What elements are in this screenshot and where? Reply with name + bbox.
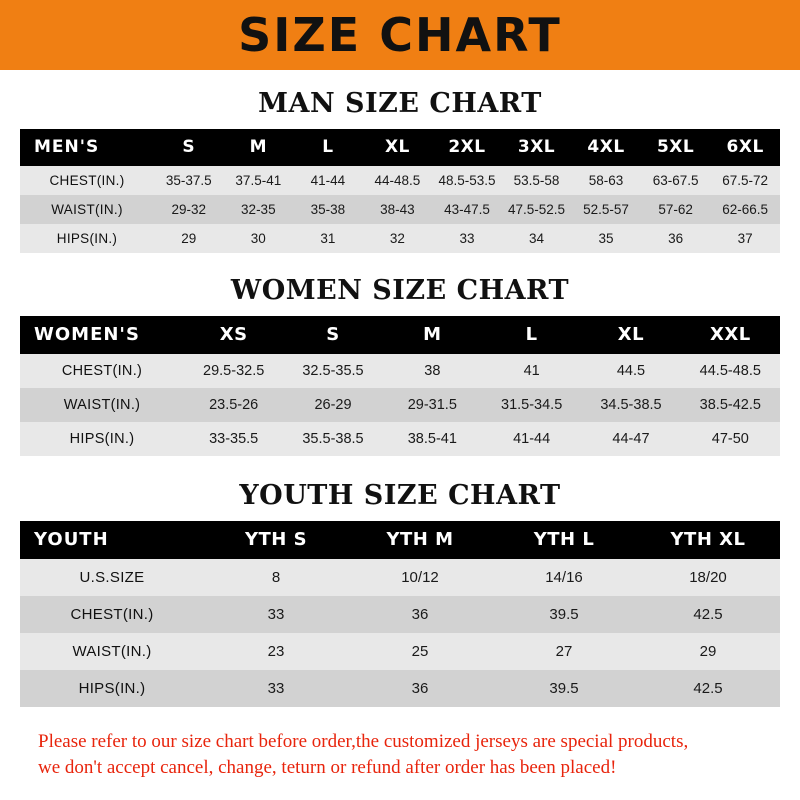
- cell: 8: [271, 569, 281, 586]
- cell: 36: [411, 680, 429, 697]
- page-banner: [0, 0, 800, 70]
- cell: 42.5: [693, 606, 723, 623]
- column-header-m: M: [249, 137, 268, 157]
- cell: 29: [699, 643, 717, 660]
- cell: 35.5-38.5: [302, 431, 364, 447]
- table-row: [20, 166, 780, 195]
- notice-line-2: we don't accept cancel, change, teturn or refund after order has been placed!: [38, 756, 617, 778]
- table-header-row: [20, 316, 780, 354]
- column-header-s: S: [326, 324, 340, 345]
- table-row: [20, 633, 780, 670]
- cell: 31.5-34.5: [501, 397, 563, 413]
- column-header-2xl: 2XL: [448, 137, 486, 157]
- row-label: HIPS(IN.): [78, 680, 146, 697]
- column-header-5xl: 5XL: [656, 137, 695, 157]
- women-section-title: WOMEN SIZE CHART: [230, 275, 570, 306]
- cell: 35-38: [310, 202, 346, 217]
- cell: 38: [424, 363, 441, 379]
- column-header-yth-s: YTH S: [244, 529, 308, 550]
- column-header-label: YOUTH: [34, 529, 109, 550]
- column-header-label: MEN'S: [34, 137, 100, 157]
- cell: 31: [320, 231, 336, 246]
- cell: 63-67.5: [652, 173, 699, 188]
- column-header-4xl: 4XL: [587, 137, 625, 157]
- column-header-label: WOMEN'S: [34, 324, 140, 345]
- cell: 62-66.5: [722, 202, 769, 217]
- cell: 29-32: [171, 202, 207, 217]
- column-header-yth-l: YTH L: [533, 529, 595, 550]
- man-size-table: [20, 129, 780, 253]
- youth-section-title: YOUTH SIZE CHART: [239, 480, 561, 511]
- cell: 33: [459, 231, 475, 246]
- row-label: WAIST(IN.): [63, 397, 141, 413]
- cell: 47.5-52.5: [507, 202, 566, 217]
- column-header-3xl: 3XL: [517, 137, 556, 157]
- row-label: CHEST(IN.): [70, 606, 154, 623]
- cell: 26-29: [314, 397, 352, 413]
- cell: 57-62: [658, 202, 693, 217]
- cell: 44-48.5: [374, 173, 421, 188]
- column-header-xxl: XXL: [709, 324, 751, 345]
- cell: 29.5-32.5: [203, 363, 265, 379]
- cell: 36: [668, 231, 684, 246]
- cell: 32: [389, 231, 405, 246]
- row-label: U.S.SIZE: [79, 569, 145, 586]
- column-header-yth-m: YTH M: [386, 529, 454, 550]
- cell: 48.5-53.5: [438, 173, 496, 188]
- cell: 44.5: [616, 363, 646, 379]
- cell: 53.5-58: [513, 173, 560, 188]
- cell: 39.5: [549, 606, 579, 623]
- notice-line-1: Please refer to our size chart before order,the customized jerseys are special products,: [38, 731, 689, 752]
- table-header-row: [20, 521, 780, 559]
- table-row: [20, 596, 780, 633]
- table-header-row: [20, 129, 780, 166]
- row-label: CHEST(IN.): [61, 363, 143, 379]
- cell: 29-31.5: [407, 397, 457, 413]
- cell: 34.5-38.5: [600, 397, 662, 413]
- column-header-6xl: 6XL: [726, 137, 764, 157]
- cell: 33: [267, 680, 285, 697]
- cell: 41-44: [513, 431, 551, 447]
- cell: 42.5: [693, 680, 723, 697]
- cell: 34: [528, 231, 545, 246]
- cell: 44.5-48.5: [699, 363, 761, 379]
- cell: 32-35: [241, 202, 276, 217]
- cell: 18/20: [689, 569, 727, 586]
- cell: 10/12: [401, 569, 439, 586]
- chart-content: [0, 88, 800, 780]
- table-row: [20, 354, 780, 388]
- cell: 23.5-26: [209, 397, 259, 413]
- row-label: WAIST(IN.): [72, 643, 152, 660]
- cell: 41: [523, 363, 540, 379]
- column-header-l: L: [322, 137, 334, 157]
- cell: 38.5-42.5: [699, 397, 761, 413]
- cell: 14/16: [545, 569, 583, 586]
- cell: 67.5-72: [722, 173, 769, 188]
- column-header-xl: XL: [384, 137, 410, 157]
- cell: 35: [598, 231, 614, 246]
- cell: 58-63: [588, 173, 624, 188]
- man-section-title: MAN SIZE CHART: [258, 88, 542, 119]
- table-row: [20, 559, 780, 596]
- cell: 44-47: [612, 431, 650, 447]
- table-row: [20, 195, 780, 224]
- cell: 43-47.5: [444, 202, 490, 217]
- table-row: [20, 422, 780, 456]
- row-label: HIPS(IN.): [69, 431, 135, 447]
- row-label: CHEST(IN.): [49, 173, 125, 188]
- women-size-table: [20, 316, 780, 456]
- table-row: [20, 388, 780, 422]
- cell: 36: [411, 606, 429, 623]
- youth-size-table: [20, 521, 780, 707]
- row-label: HIPS(IN.): [56, 231, 118, 246]
- column-header-l: L: [525, 324, 538, 345]
- cell: 38-43: [380, 202, 415, 217]
- cell: 37: [737, 231, 753, 246]
- cell: 30: [250, 231, 266, 246]
- cell: 37.5-41: [235, 173, 282, 188]
- cell: 39.5: [549, 680, 579, 697]
- cell: 35-37.5: [165, 173, 212, 188]
- cell: 25: [411, 643, 429, 660]
- table-row: [20, 670, 780, 707]
- column-header-m: M: [423, 324, 442, 345]
- cell: 38.5-41: [407, 431, 457, 447]
- column-header-xl: XL: [617, 324, 645, 345]
- page-title: SIZE CHART: [238, 8, 562, 62]
- row-label: WAIST(IN.): [51, 202, 123, 217]
- order-notice: [38, 729, 762, 780]
- cell: 29: [181, 231, 197, 246]
- cell: 32.5-35.5: [302, 363, 364, 379]
- cell: 33-35.5: [209, 431, 259, 447]
- table-row: [20, 224, 780, 253]
- column-header-xs: XS: [219, 324, 248, 345]
- cell: 27: [555, 643, 573, 660]
- cell: 23: [267, 643, 285, 660]
- cell: 47-50: [711, 431, 749, 447]
- cell: 52.5-57: [583, 202, 629, 217]
- column-header-s: S: [182, 137, 196, 157]
- cell: 33: [267, 606, 285, 623]
- column-header-yth-xl: YTH XL: [670, 529, 746, 550]
- cell: 41-44: [310, 173, 346, 188]
